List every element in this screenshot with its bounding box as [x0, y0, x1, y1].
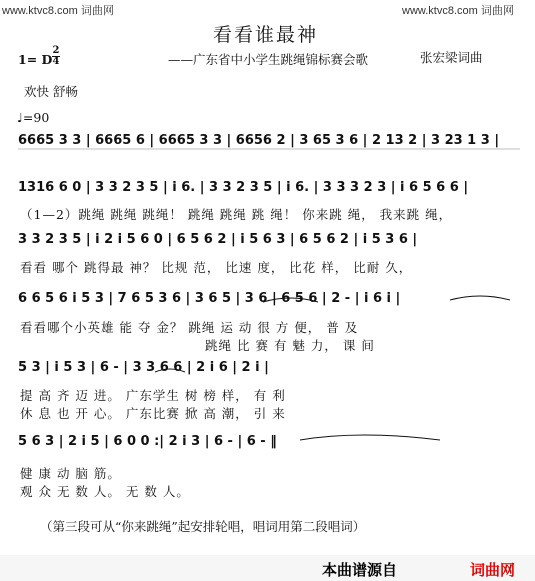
system-4-notes: 6 6 5 6 i 5 3 | 7 6 5 3 6 | 3 6 5 | 3 6 | 6 5 6 | 2 - | i 6 i |: [18, 291, 401, 306]
system-6-notes: 5 6 3 | 2 i 5 | 6 0 0 :| 2 i 3 | 6 - | 6 - ‖: [18, 434, 277, 449]
brand-site-name: 词曲网: [470, 561, 516, 579]
system-1-notes: 6665 3 3 | 6665 6 | 6665 3 3 | 6656 2 | 3 65 3 6 | 2 13 2 | 3 23 1 3 |: [18, 133, 500, 148]
system-2-lyrics-1: （1—2）跳绳 跳绳 跳绳！ 跳绳 跳绳 跳 绳！ 你来跳 绳， 我来跳 绳，: [20, 207, 453, 222]
meter-top: 2: [52, 45, 60, 56]
quarter-note-icon: ♩: [17, 110, 23, 125]
brand-bar: [0, 555, 535, 581]
key-signature: 1= D: [18, 52, 53, 67]
system-6-lyrics-2: 观 众 无 数 人。 无 数 人。: [20, 484, 190, 499]
system-4-lyrics-1: 看看哪个小英雄 能 夺 金？ 跳绳 运 动 很 方 便， 普 及: [20, 320, 359, 335]
slur-4: [155, 369, 185, 372]
system-3-notes: 3 3 2 3 5 | i 2 i 5 6 0 | 6 5 6 2 | i 5 6 3 | 6 5 6 2 | i 5 3 6 |: [18, 232, 418, 247]
system-6-lyrics-1: 健 康 动 脑 筋。: [20, 466, 121, 481]
slur-3: [300, 435, 440, 440]
slur-2: [450, 296, 510, 300]
song-title: 看看谁最神: [213, 24, 319, 46]
site-url-right: www.ktvc8.com 词曲网: [402, 5, 514, 17]
tempo-value: =90: [22, 110, 50, 125]
brand-source-label: 本曲谱源自: [322, 561, 398, 579]
system-3-lyrics-1: 看看 哪个 跳得最 神？ 比规 范， 比速 度， 比花 样， 比耐 久，: [20, 260, 413, 275]
system-5-notes: 5 3 | i 5 3 | 6 - | 3 3 6 6 | 2 i 6 | 2 i |: [18, 360, 269, 375]
meter-bottom: 4: [52, 56, 60, 67]
slur-1: [263, 298, 318, 302]
expression-mark: 欢快 舒畅: [24, 84, 78, 99]
credits: 张宏梁词曲: [420, 50, 483, 65]
system-5-lyrics-1: 提 高 齐 迈 进。 广东学生 树 榜 样， 有 利: [20, 388, 286, 403]
system-4-lyrics-2: 跳绳 比 赛 有 魅 力， 课 间: [205, 338, 375, 353]
site-url-left: www.ktvc8.com 词曲网: [2, 5, 114, 17]
footnote: （第三段可从“你来跳绳”起安排轮唱，唱词用第二段唱词）: [40, 519, 366, 534]
system-5-lyrics-2: 休 息 也 开 心。 广东比赛 掀 高 潮， 引 来: [20, 406, 286, 421]
system-2-notes: 1316 6 0 | 3 3 2 3 5 | i 6. | 3 3 2 3 5 | i 6. | 3 3 3 2 3 | i 6 5 6 6 |: [18, 180, 469, 195]
song-subtitle: ——广东省中小学生跳绳锦标赛会歌: [168, 52, 369, 67]
